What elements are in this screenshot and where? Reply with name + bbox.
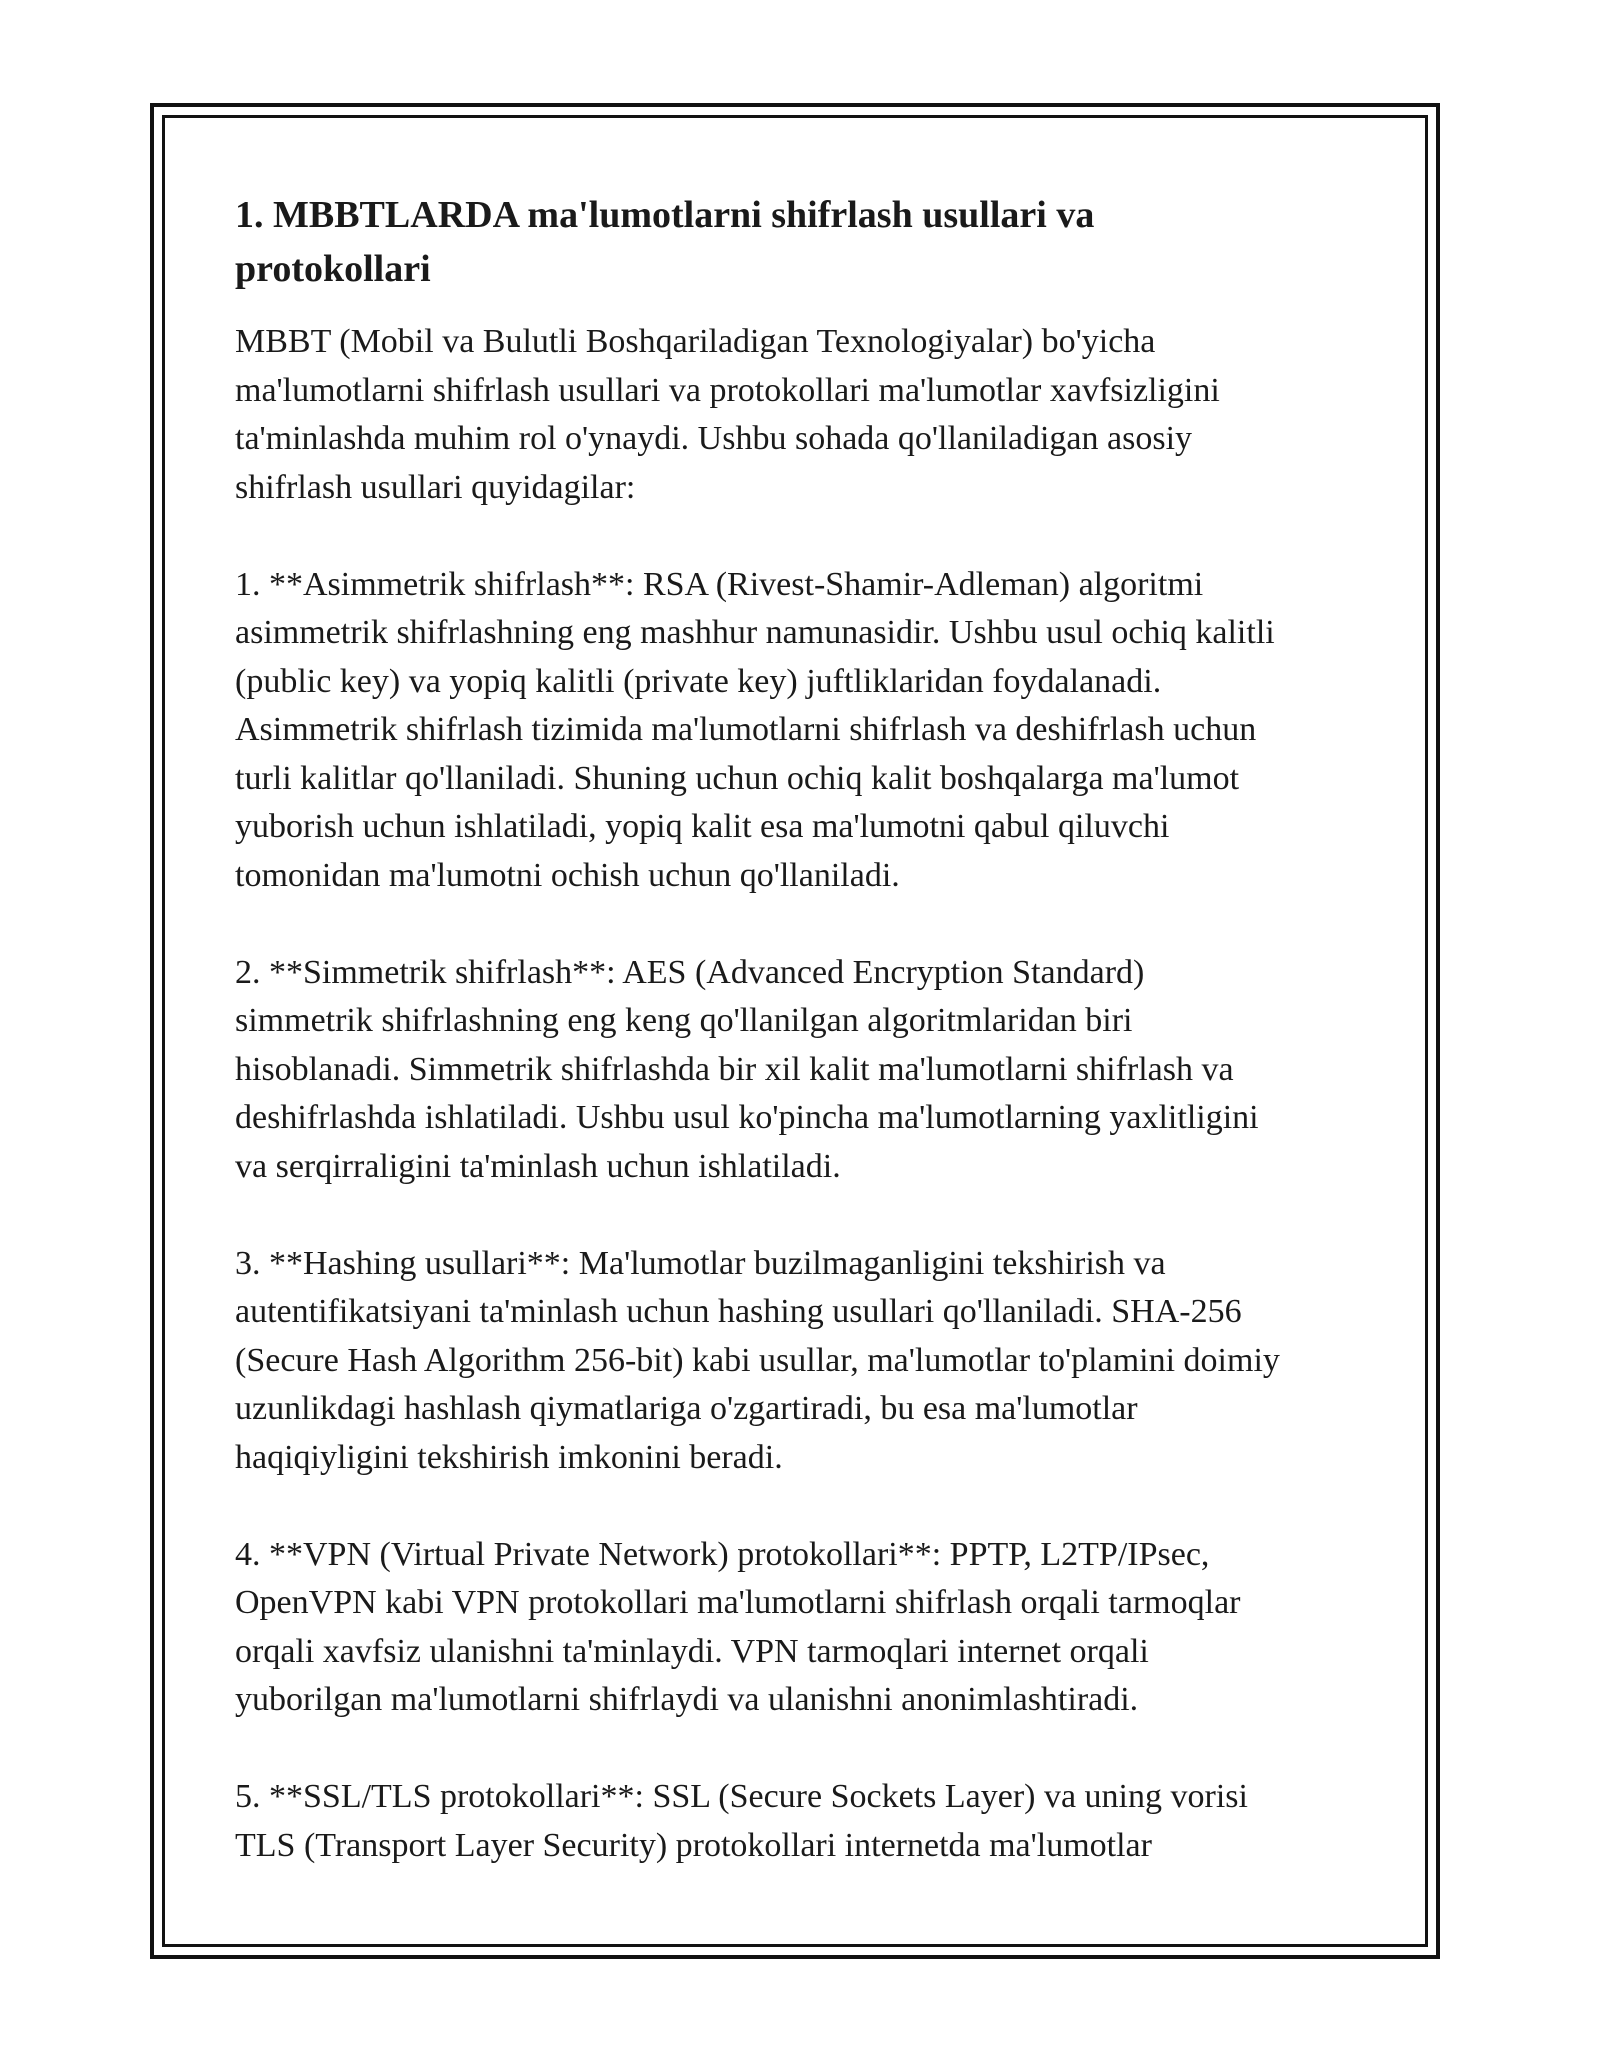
document-body — [235, 188, 1365, 1919]
list-item-ssl-tls: 5. **SSL/TLS protokollari**: SSL (Secure Sockets Layer) va uning vorisi TLS (Transport Layer Security) protokollari internetda ma'lumotlar — [235, 1778, 1248, 1864]
list-item-symmetric: 2. **Simmetrik shifrlash**: AES (Advanced Encryption Standard) simmetrik shifrlashning eng keng qo'llanilgan algoritmlaridan biri hisoblanadi. Simmetrik shifrlashda bir xil kalit ma'lumotlarni shifrlash va deshifrlashda ishlatiladi. Ushbu usul ko'pincha ma'lumotlarning yaxlitligini va serqirraligini ta'minlash uchun ishlatiladi. — [235, 953, 1259, 1185]
intro-paragraph: MBBT (Mobil va Bulutli Boshqariladigan Texnologiyalar) bo'yicha ma'lumotlarni shifrlash usullari va protokollari ma'lumotlar xavfsizligini ta'minlashda muhim rol o'ynaydi. Ushbu sohada qo'llaniladigan asosiy shifrlash usullari quyidagilar: — [235, 323, 1220, 506]
list-item-vpn: 4. **VPN (Virtual Private Network) protokollari**: PPTP, L2TP/IPsec, OpenVPN kabi VPN protokollari ma'lumotlarni shifrlash orqali tarmoqlar orqali xavfsiz ulanishni ta'minlaydi. VPN tarmoqlari internet orqali yuborilgan ma'lumotlarni shifrlaydi va ulanishni anonimlashtiradi. — [235, 1535, 1241, 1718]
list-item-hashing: 3. **Hashing usullari**: Ma'lumotlar buzilmaganligini tekshirish va autentifikatsiyani ta'minlash uchun hashing usullari qo'llaniladi. SHA-256 (Secure Hash Algorithm 256-bit) kabi usullar, ma'lumotlar to'plamini doimiy uzunlikdagi hashlash qiymatlariga o'zgartiradi, bu esa ma'lumotlar haqiqiyligini tekshirish imkonini beradi. — [235, 1244, 1280, 1476]
list-item-asymmetric: 1. **Asimmetrik shifrlash**: RSA (Rivest-Shamir-Adleman) algoritmi asimmetrik shifrlashning eng mashhur namunasidir. Ushbu usul ochiq kalitli (public key) va yopiq kalitli (private key) juftliklaridan foydalanadi. Asimmetrik shifrlash tizimida ma'lumotlarni shifrlash va deshifrlash uchun turli kalitlar qo'llaniladi. Shuning uchun ochiq kalit boshqalarga ma'lumot yuborish uchun ishlatiladi, yopiq kalit esa ma'lumotni qabul qiluvchi tomonidan ma'lumotni ochish uchun qo'llaniladi. — [235, 565, 1275, 894]
section-heading: 1. MBBTLARDA ma'lumotlarni shifrlash usullari va protokollari — [235, 194, 1095, 290]
